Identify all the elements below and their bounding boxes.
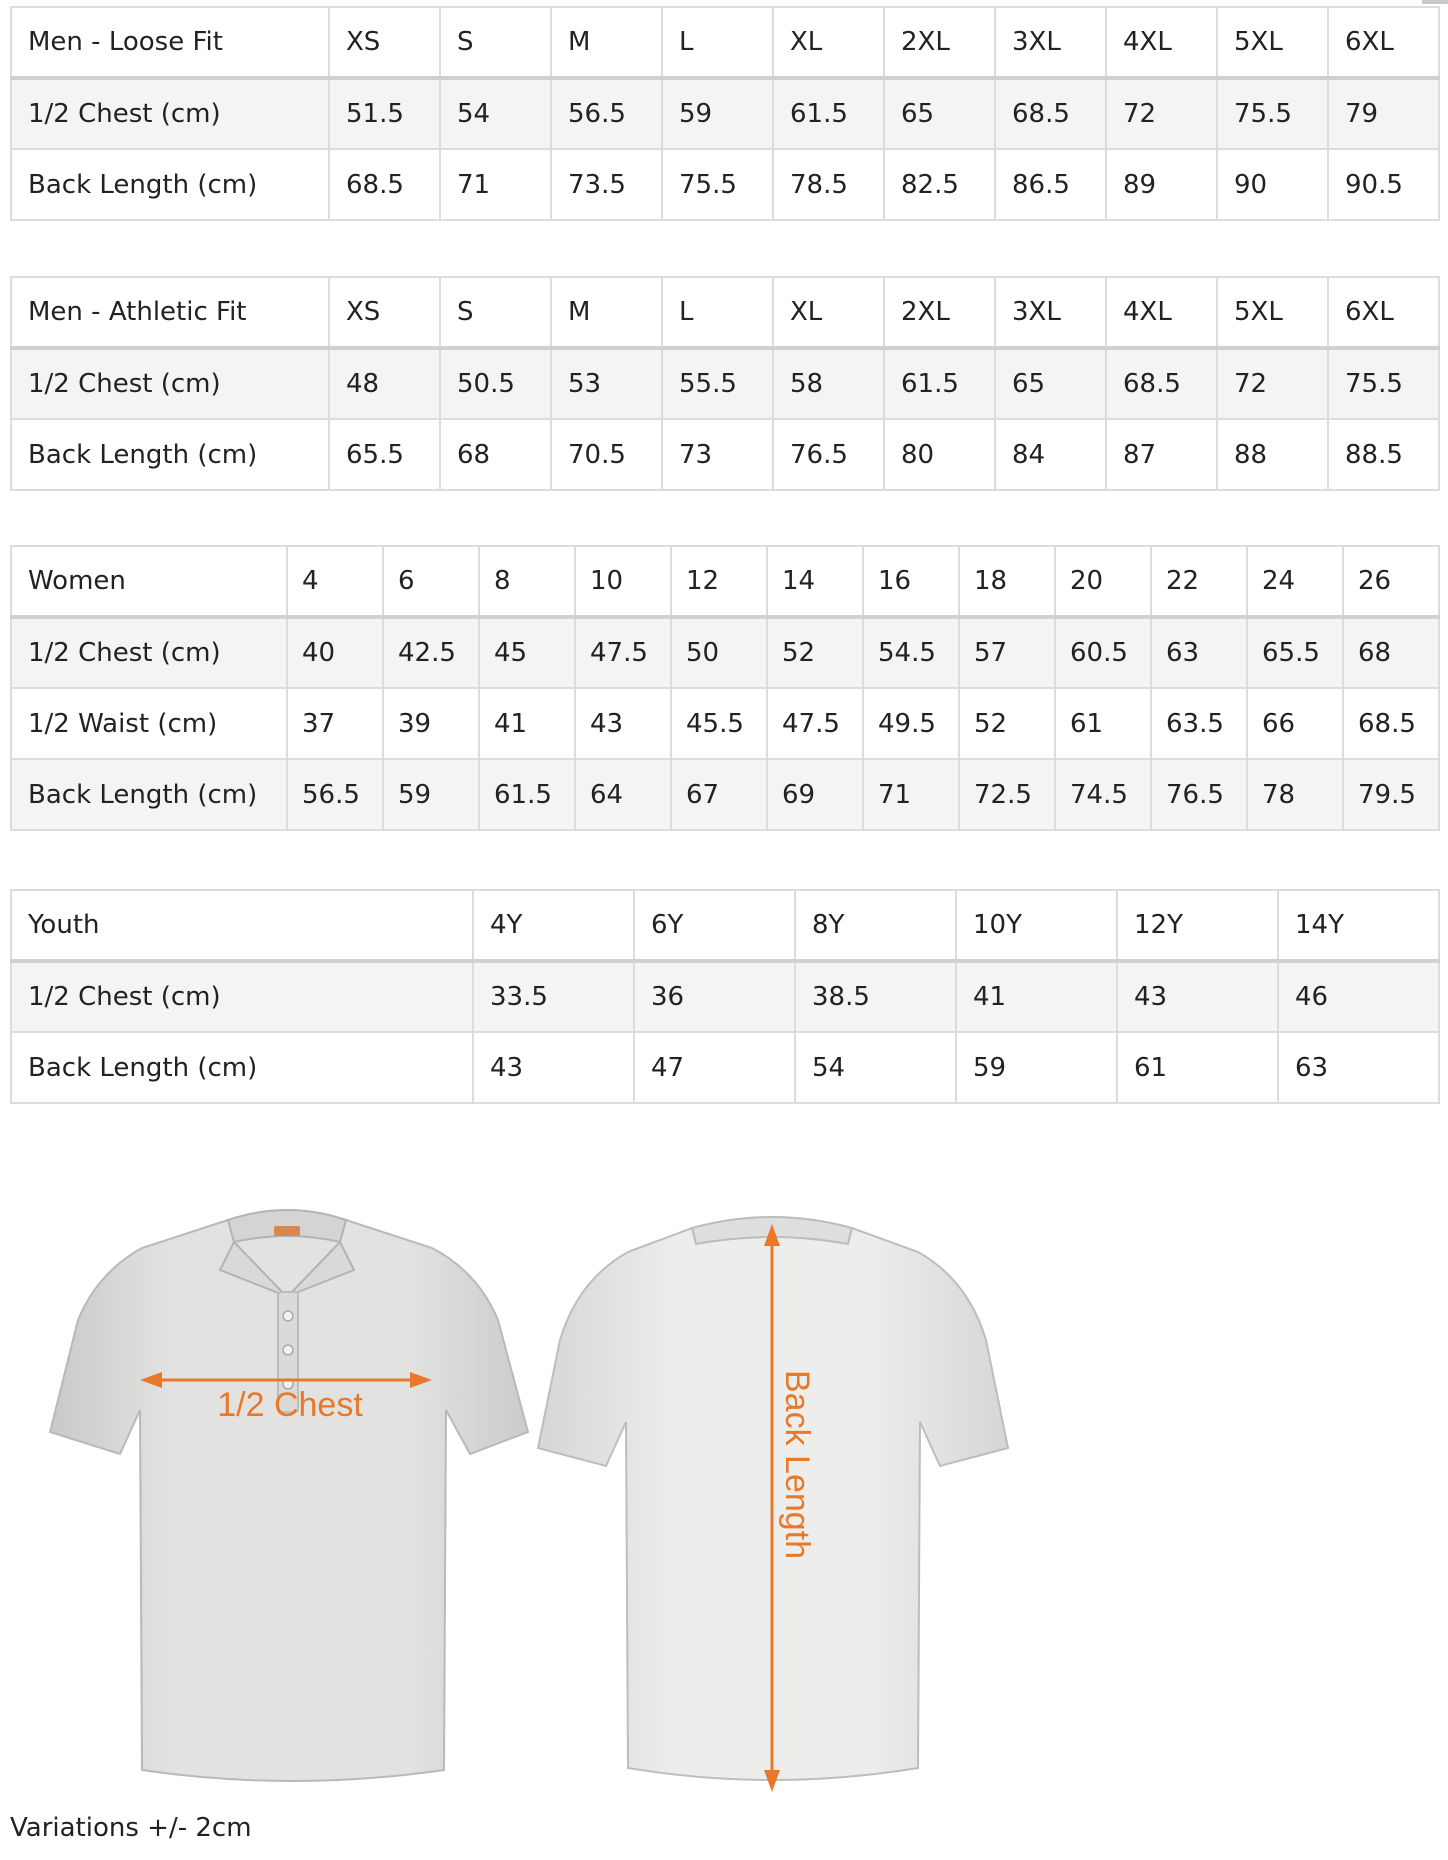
table-cell: 71 bbox=[440, 149, 551, 220]
youth-size-table bbox=[10, 889, 1440, 1104]
size-header: 4XL bbox=[1106, 277, 1217, 348]
row-label: Men - Athletic Fit bbox=[11, 277, 329, 348]
table-cell: 79.5 bbox=[1343, 759, 1439, 830]
table-cell: 50.5 bbox=[440, 348, 551, 419]
table-cell: 51.5 bbox=[329, 78, 440, 149]
row-label: Men - Loose Fit bbox=[11, 7, 329, 78]
size-header: 20 bbox=[1055, 546, 1151, 617]
size-header: M bbox=[551, 277, 662, 348]
table-cell: 39 bbox=[383, 688, 479, 759]
row-label: 1/2 Waist (cm) bbox=[11, 688, 287, 759]
table-cell: 88 bbox=[1217, 419, 1328, 490]
table-row bbox=[11, 419, 1439, 490]
row-label: Back Length (cm) bbox=[11, 759, 287, 830]
table-cell: 87 bbox=[1106, 419, 1217, 490]
table-cell: 47 bbox=[634, 1032, 795, 1103]
table-header-row bbox=[11, 277, 1439, 348]
size-header: 16 bbox=[863, 546, 959, 617]
table-cell: 73 bbox=[662, 419, 773, 490]
back-length-label: Back Length bbox=[778, 1370, 816, 1560]
table-cell: 68.5 bbox=[995, 78, 1106, 149]
table-row bbox=[11, 348, 1439, 419]
row-label: 1/2 Chest (cm) bbox=[11, 617, 287, 688]
table-cell: 86.5 bbox=[995, 149, 1106, 220]
table-cell: 80 bbox=[884, 419, 995, 490]
size-header: 2XL bbox=[884, 277, 995, 348]
table-cell: 59 bbox=[662, 78, 773, 149]
table-header-row bbox=[11, 546, 1439, 617]
table-cell: 76.5 bbox=[1151, 759, 1247, 830]
table-row bbox=[11, 961, 1439, 1032]
table-cell: 45 bbox=[479, 617, 575, 688]
table-cell: 65.5 bbox=[1247, 617, 1343, 688]
table-cell: 41 bbox=[956, 961, 1117, 1032]
row-label: Back Length (cm) bbox=[11, 419, 329, 490]
table-cell: 52 bbox=[959, 688, 1055, 759]
table-cell: 54.5 bbox=[863, 617, 959, 688]
table-cell: 56.5 bbox=[551, 78, 662, 149]
table-cell: 75.5 bbox=[662, 149, 773, 220]
size-header: 6 bbox=[383, 546, 479, 617]
table-cell: 78.5 bbox=[773, 149, 884, 220]
table-cell: 66 bbox=[1247, 688, 1343, 759]
table-cell: 33.5 bbox=[473, 961, 634, 1032]
table-cell: 68.5 bbox=[329, 149, 440, 220]
table-cell: 75.5 bbox=[1328, 348, 1439, 419]
size-header: 3XL bbox=[995, 7, 1106, 78]
table-cell: 72 bbox=[1106, 78, 1217, 149]
size-header: 12Y bbox=[1117, 890, 1278, 961]
table-cell: 41 bbox=[479, 688, 575, 759]
size-header: 4XL bbox=[1106, 7, 1217, 78]
table-cell: 63 bbox=[1278, 1032, 1439, 1103]
table-row bbox=[11, 78, 1439, 149]
table-cell: 65 bbox=[995, 348, 1106, 419]
table-cell: 54 bbox=[795, 1032, 956, 1103]
row-label: Women bbox=[11, 546, 287, 617]
table-cell: 90.5 bbox=[1328, 149, 1439, 220]
table-cell: 63.5 bbox=[1151, 688, 1247, 759]
measurement-illustration bbox=[0, 1160, 1060, 1820]
row-label: Youth bbox=[11, 890, 473, 961]
size-header: 8Y bbox=[795, 890, 956, 961]
chest-label: 1/2 Chest bbox=[217, 1386, 363, 1424]
table-cell: 61.5 bbox=[479, 759, 575, 830]
table-cell: 37 bbox=[287, 688, 383, 759]
size-header: L bbox=[662, 7, 773, 78]
table-cell: 43 bbox=[1117, 961, 1278, 1032]
table-cell: 45.5 bbox=[671, 688, 767, 759]
table-cell: 61 bbox=[1055, 688, 1151, 759]
table-cell: 55.5 bbox=[662, 348, 773, 419]
table-cell: 52 bbox=[767, 617, 863, 688]
table-cell: 68.5 bbox=[1343, 688, 1439, 759]
table-cell: 42.5 bbox=[383, 617, 479, 688]
front-shirt-image bbox=[50, 1210, 528, 1781]
table-cell: 48 bbox=[329, 348, 440, 419]
table-row bbox=[11, 688, 1439, 759]
row-label: 1/2 Chest (cm) bbox=[11, 961, 473, 1032]
size-header: S bbox=[440, 7, 551, 78]
size-header: 22 bbox=[1151, 546, 1247, 617]
size-header: 6XL bbox=[1328, 7, 1439, 78]
table-cell: 43 bbox=[473, 1032, 634, 1103]
table-cell: 60.5 bbox=[1055, 617, 1151, 688]
size-header: 3XL bbox=[995, 277, 1106, 348]
table-header-row bbox=[11, 890, 1439, 961]
table-cell: 58 bbox=[773, 348, 884, 419]
table-cell: 74.5 bbox=[1055, 759, 1151, 830]
size-header: 5XL bbox=[1217, 277, 1328, 348]
table-cell: 69 bbox=[767, 759, 863, 830]
table-row bbox=[11, 1032, 1439, 1103]
row-label: Back Length (cm) bbox=[11, 149, 329, 220]
table-cell: 57 bbox=[959, 617, 1055, 688]
table-row bbox=[11, 759, 1439, 830]
table-cell: 38.5 bbox=[795, 961, 956, 1032]
size-header: M bbox=[551, 7, 662, 78]
size-header: 6Y bbox=[634, 890, 795, 961]
table-cell: 73.5 bbox=[551, 149, 662, 220]
size-header: L bbox=[662, 277, 773, 348]
table-cell: 46 bbox=[1278, 961, 1439, 1032]
table-header-row bbox=[11, 7, 1439, 78]
size-header: XS bbox=[329, 7, 440, 78]
women-size-table bbox=[10, 545, 1440, 831]
row-label: 1/2 Chest (cm) bbox=[11, 348, 329, 419]
size-header: 5XL bbox=[1217, 7, 1328, 78]
table-cell: 61 bbox=[1117, 1032, 1278, 1103]
table-cell: 43 bbox=[575, 688, 671, 759]
table-cell: 40 bbox=[287, 617, 383, 688]
row-label: Back Length (cm) bbox=[11, 1032, 473, 1103]
table-cell: 47.5 bbox=[575, 617, 671, 688]
table-cell: 63 bbox=[1151, 617, 1247, 688]
table-cell: 68.5 bbox=[1106, 348, 1217, 419]
size-header: 18 bbox=[959, 546, 1055, 617]
table-cell: 50 bbox=[671, 617, 767, 688]
table-cell: 76.5 bbox=[773, 419, 884, 490]
table-cell: 82.5 bbox=[884, 149, 995, 220]
size-header: 4Y bbox=[473, 890, 634, 961]
row-label: 1/2 Chest (cm) bbox=[11, 78, 329, 149]
table-cell: 72.5 bbox=[959, 759, 1055, 830]
size-header: 8 bbox=[479, 546, 575, 617]
size-header: 2XL bbox=[884, 7, 995, 78]
size-header: 26 bbox=[1343, 546, 1439, 617]
table-cell: 53 bbox=[551, 348, 662, 419]
table-cell: 68 bbox=[1343, 617, 1439, 688]
size-header: 4 bbox=[287, 546, 383, 617]
size-header: XL bbox=[773, 277, 884, 348]
table-row bbox=[11, 149, 1439, 220]
table-cell: 49.5 bbox=[863, 688, 959, 759]
men-loose-fit-size-table bbox=[10, 6, 1440, 221]
size-header: XS bbox=[329, 277, 440, 348]
scrollbar-thumb[interactable] bbox=[1422, 0, 1448, 4]
table-cell: 61.5 bbox=[773, 78, 884, 149]
table-row bbox=[11, 617, 1439, 688]
table-cell: 89 bbox=[1106, 149, 1217, 220]
variations-note: Variations +/- 2cm bbox=[10, 1813, 252, 1843]
table-cell: 56.5 bbox=[287, 759, 383, 830]
table-cell: 78 bbox=[1247, 759, 1343, 830]
size-header: 14Y bbox=[1278, 890, 1439, 961]
table-cell: 70.5 bbox=[551, 419, 662, 490]
table-cell: 90 bbox=[1217, 149, 1328, 220]
table-cell: 67 bbox=[671, 759, 767, 830]
size-header: 6XL bbox=[1328, 277, 1439, 348]
table-cell: 88.5 bbox=[1328, 419, 1439, 490]
table-cell: 72 bbox=[1217, 348, 1328, 419]
size-header: XL bbox=[773, 7, 884, 78]
size-header: 10Y bbox=[956, 890, 1117, 961]
table-cell: 84 bbox=[995, 419, 1106, 490]
table-cell: 65 bbox=[884, 78, 995, 149]
table-cell: 71 bbox=[863, 759, 959, 830]
men-athletic-fit-size-table bbox=[10, 276, 1440, 491]
table-cell: 79 bbox=[1328, 78, 1439, 149]
table-cell: 59 bbox=[383, 759, 479, 830]
size-header: 14 bbox=[767, 546, 863, 617]
table-cell: 64 bbox=[575, 759, 671, 830]
size-header: 24 bbox=[1247, 546, 1343, 617]
table-cell: 36 bbox=[634, 961, 795, 1032]
table-cell: 68 bbox=[440, 419, 551, 490]
table-cell: 65.5 bbox=[329, 419, 440, 490]
table-cell: 61.5 bbox=[884, 348, 995, 419]
size-header: 10 bbox=[575, 546, 671, 617]
table-cell: 47.5 bbox=[767, 688, 863, 759]
table-cell: 75.5 bbox=[1217, 78, 1328, 149]
table-cell: 54 bbox=[440, 78, 551, 149]
size-header: 12 bbox=[671, 546, 767, 617]
table-cell: 59 bbox=[956, 1032, 1117, 1103]
size-header: S bbox=[440, 277, 551, 348]
